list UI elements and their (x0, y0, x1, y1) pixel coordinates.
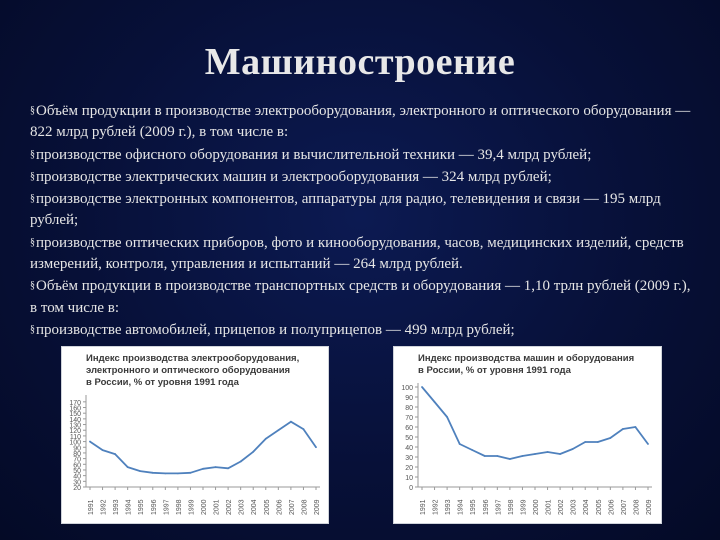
data-point (265, 438, 267, 440)
data-point (89, 441, 91, 443)
electro-index-chart (61, 346, 329, 524)
bullet-item (30, 232, 696, 276)
x-tick-label: 2007 (620, 499, 628, 515)
bullet-text: производстве электрических машин и электрооборудования — 324 млрд рублей; (36, 168, 552, 185)
x-tick-label: 2006 (276, 499, 284, 515)
x-tick-label: 1999 (188, 499, 196, 515)
electro-index-chart-svg (62, 347, 328, 523)
x-tick-label: 2004 (583, 499, 591, 515)
data-point (547, 451, 549, 453)
data-point (277, 429, 279, 431)
data-point (496, 455, 498, 457)
data-point (635, 426, 637, 428)
data-point (240, 461, 242, 463)
x-tick-label: 2001 (545, 499, 553, 515)
y-tick-label: 150 (69, 411, 81, 419)
data-point (471, 449, 473, 451)
x-tick-label: 1991 (88, 499, 95, 515)
series-line (90, 422, 316, 474)
chart-title-line: Индекс производства машин и оборудования (418, 353, 635, 364)
chart-title-line: в России, % от уровня 1991 года (86, 377, 239, 388)
x-tick-label: 1993 (445, 499, 453, 515)
x-tick-label: 2002 (558, 499, 566, 515)
data-point (434, 401, 436, 403)
bullet-text: Объём продукции в производстве транспортных средств и оборудования — 1,10 трлн рублей (2009 г.), в том числе в: (30, 278, 691, 316)
x-tick-label: 2006 (608, 499, 616, 515)
y-tick-label: 130 (69, 422, 81, 430)
data-point (215, 466, 217, 468)
x-tick-label: 2003 (570, 499, 578, 515)
y-tick-label: 120 (69, 428, 81, 436)
bullet-list (30, 100, 696, 341)
bullet-marker: § (30, 148, 35, 160)
bullet-item (30, 275, 696, 319)
data-point (127, 466, 129, 468)
chart-title-line: в России, % от уровня 1991 года (418, 365, 571, 376)
y-tick-label: 30 (405, 455, 413, 462)
y-tick-label: 40 (73, 473, 81, 481)
x-tick-label: 1997 (163, 499, 171, 515)
x-tick-label: 1992 (432, 499, 440, 515)
bullet-text: производстве электронных компонентов, аппаратуры для радио, телевидения и связи — 195 млрд рублей; (30, 191, 661, 229)
y-tick-label: 40 (405, 445, 413, 452)
x-tick-label: 2007 (288, 499, 296, 515)
y-tick-label: 0 (409, 485, 413, 492)
data-point (509, 458, 511, 460)
x-tick-label: 1991 (420, 499, 427, 515)
y-tick-label: 60 (73, 462, 81, 470)
bullet-text: производстве офисного оборудования и вычислительной техники — 39,4 млрд рублей; (36, 146, 592, 163)
y-tick-label: 10 (405, 475, 413, 482)
x-tick-label: 2000 (201, 499, 208, 515)
x-tick-label: 1995 (138, 499, 146, 515)
bullet-marker: § (30, 105, 35, 116)
x-tick-label: 2002 (226, 499, 234, 515)
x-tick-label: 1997 (495, 499, 503, 515)
data-point (647, 443, 649, 445)
data-point (622, 428, 624, 430)
data-point (559, 453, 561, 455)
slide-title: Машиностроение (204, 41, 516, 83)
bullet-marker: § (30, 193, 35, 205)
x-tick-label: 2001 (213, 499, 221, 515)
x-tick-label: 2008 (301, 499, 309, 515)
bullet-text: производстве автомобилей, прицепов и полуприцепов — 499 млрд рублей; (36, 321, 515, 338)
y-tick-label: 160 (69, 405, 81, 413)
data-point (202, 468, 204, 470)
x-tick-label: 2003 (238, 499, 246, 515)
data-point (303, 428, 305, 430)
x-tick-label: 2008 (633, 499, 641, 515)
data-point (290, 421, 292, 423)
chart-title-line: Индекс производства электрооборудования, (86, 353, 300, 364)
data-point (534, 453, 536, 455)
y-tick-label: 80 (73, 450, 81, 458)
y-tick-label: 90 (73, 445, 81, 453)
y-tick-label: 70 (73, 456, 81, 464)
machinery-index-chart-svg (394, 347, 661, 523)
bullet-item (30, 188, 696, 232)
y-tick-label: 100 (69, 439, 81, 447)
bullet-item (30, 100, 696, 144)
data-point (177, 472, 179, 474)
x-tick-label: 1996 (150, 499, 158, 515)
y-tick-label: 50 (73, 467, 81, 475)
bullet-item (30, 319, 696, 341)
bullet-marker: § (30, 236, 35, 248)
x-tick-label: 1994 (125, 499, 133, 515)
y-tick-label: 80 (405, 405, 413, 412)
data-point (584, 441, 586, 443)
series-line (422, 387, 648, 459)
y-tick-label: 100 (401, 385, 413, 392)
data-point (315, 446, 317, 448)
x-tick-label: 2000 (533, 499, 540, 515)
data-point (522, 455, 524, 457)
data-point (252, 451, 254, 453)
bullet-item (30, 166, 696, 188)
y-tick-label: 20 (73, 485, 81, 492)
data-point (114, 453, 116, 455)
data-point (164, 472, 166, 474)
bullet-marker: § (30, 280, 35, 292)
data-point (152, 472, 154, 474)
bullet-text: Объём продукции в производстве электрооборудования, электронного и оптического оборудования — 822 млрд рублей (2009 г.), в том числе в: (30, 103, 691, 141)
x-tick-label: 1998 (175, 499, 183, 515)
y-tick-label: 170 (69, 399, 81, 407)
data-point (190, 472, 192, 474)
y-tick-label: 90 (405, 395, 413, 402)
x-tick-label: 1996 (482, 499, 490, 515)
data-point (597, 441, 599, 443)
x-tick-label: 1993 (113, 499, 121, 515)
data-point (609, 437, 611, 439)
y-tick-label: 50 (405, 435, 413, 442)
x-tick-label: 2009 (646, 499, 653, 515)
x-tick-label: 2009 (314, 499, 321, 515)
x-tick-label: 1992 (100, 499, 108, 515)
x-tick-label: 2005 (595, 499, 603, 515)
x-tick-label: 1994 (457, 499, 465, 515)
x-tick-label: 1995 (470, 499, 478, 515)
y-tick-label: 70 (405, 415, 413, 422)
x-tick-label: 2005 (263, 499, 271, 515)
y-tick-label: 20 (405, 465, 413, 472)
data-point (227, 467, 229, 469)
data-point (459, 443, 461, 445)
chart-title-line: электронного и оптического оборудования (86, 365, 291, 376)
y-tick-label: 30 (73, 479, 81, 487)
y-tick-label: 60 (405, 425, 413, 432)
x-tick-label: 2004 (251, 499, 259, 515)
machinery-index-chart (393, 346, 662, 524)
x-tick-label: 1998 (507, 499, 515, 515)
y-tick-label: 110 (69, 433, 81, 441)
data-point (139, 470, 141, 472)
data-point (421, 386, 423, 388)
y-tick-label: 140 (69, 416, 81, 424)
x-tick-label: 1999 (520, 499, 528, 515)
data-point (102, 449, 104, 451)
bullet-marker: § (30, 323, 35, 335)
data-point (446, 416, 448, 418)
bullet-text: производстве оптических приборов, фото и кинооборудования, часов, медицинских изделий, средств измерений, контроля, управления и испытаний — 264 млрд рублей. (30, 234, 684, 273)
bullet-marker: § (30, 170, 35, 182)
data-point (484, 455, 486, 457)
bullet-item (30, 144, 696, 166)
data-point (572, 448, 574, 450)
